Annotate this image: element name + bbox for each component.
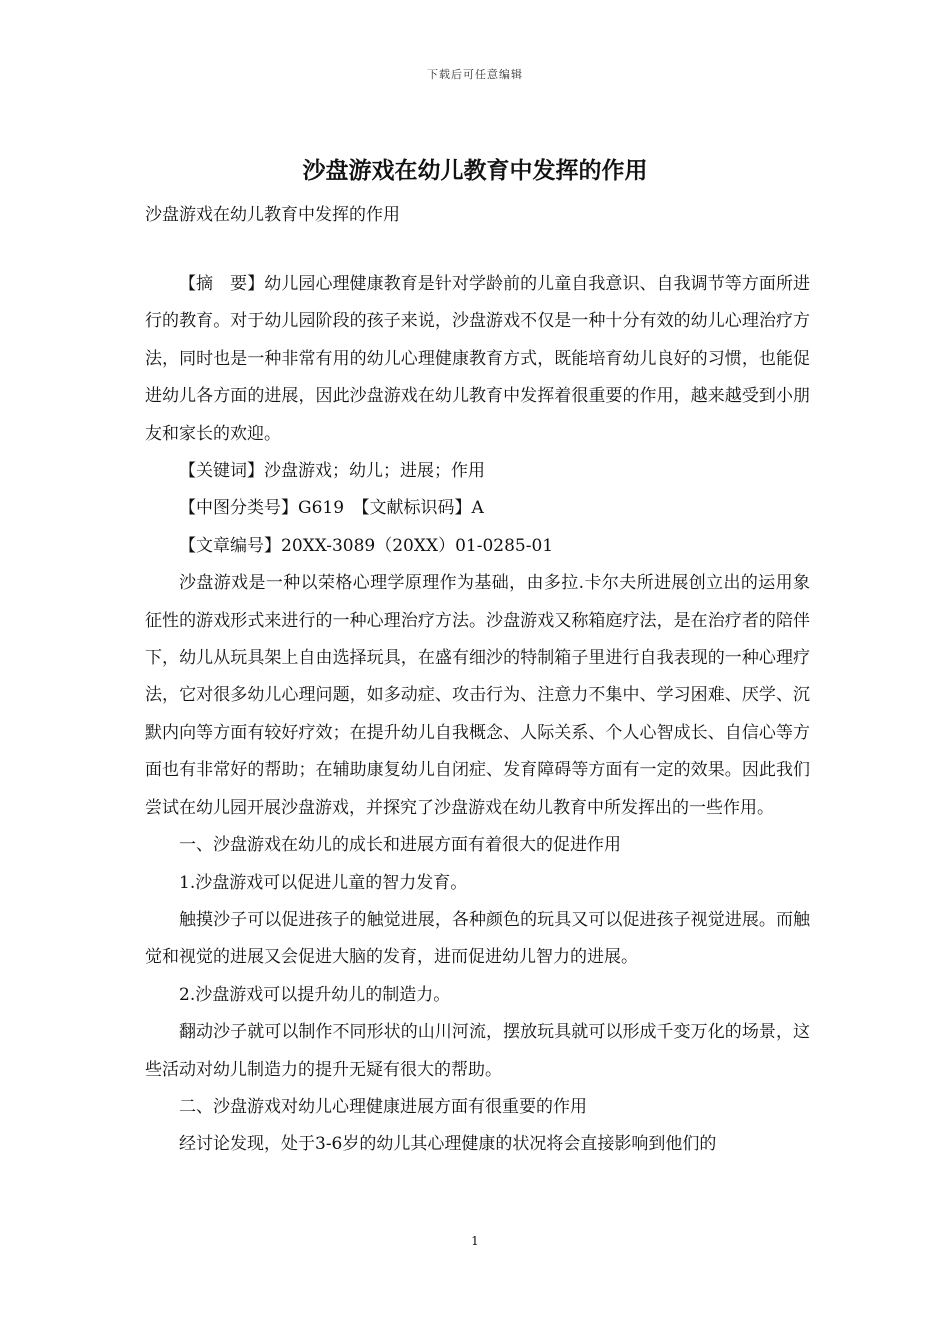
document-subtitle: 沙盘游戏在幼儿教育中发挥的作用	[145, 205, 400, 225]
body-paragraph: 翻动沙子就可以制作不同形状的山川河流，摆放玩具就可以形成千变万化的场景，这些活动对幼儿制造力的提升无疑有很大的帮助。	[145, 1022, 810, 1080]
body-paragraph: 触摸沙子可以促进孩子的触觉进展，各种颜色的玩具又可以促进孩子视觉进展。而触觉和视觉的进展又会促进大脑的发育，进而促进幼儿智力的进展。	[145, 909, 810, 968]
section-heading-2: 二、沙盘游戏对幼儿心理健康进展方面有很重要的作用	[179, 1096, 587, 1117]
section-heading-1: 一、沙盘游戏在幼儿的成长和进展方面有着很大的促进作用	[179, 835, 621, 856]
body-paragraph: 经讨论发现，处于3-6岁的幼儿其心理健康的状况将会直接影响到他们的	[179, 1134, 717, 1155]
page-number: 1	[471, 1234, 479, 1248]
subheading-2: 2.沙盘游戏可以提升幼儿的制造力。	[179, 984, 451, 1005]
header-note: 下载后可任意编辑	[427, 68, 523, 81]
article-number-line: 【文章编号】20XX-3089（20XX）01-0285-01	[179, 535, 554, 556]
document-body	[145, 266, 810, 1164]
classification-line: 【中图分类号】G619 【文献标识码】A	[179, 498, 484, 519]
abstract-paragraph: 【摘 要】幼儿园心理健康教育是针对学龄前的儿童自我意识、自我调节等方面所进行的教育。对于幼儿园阶段的孩子来说，沙盘游戏不仅是一种十分有效的幼儿心理治疗方法，同时也是一种非常有用的幼儿心理健康教育方式，既能培育幼儿良好的习惯，也能促进幼儿各方面的进展，因此沙盘游戏在幼儿教育中发挥着很重要的作用，越来越受到小朋友和家长的欢迎。	[145, 274, 810, 444]
intro-paragraph: 沙盘游戏是一种以荣格心理学原理作为基础，由多拉.卡尔夫所进展创立出的运用象征性的游戏形式来进行的一种心理治疗方法。沙盘游戏又称箱庭疗法，是在治疗者的陪伴下，幼儿从玩具架上自由选择玩具，在盛有细沙的特制箱子里进行自我表现的一种心理疗法，它对很多幼儿心理问题，如多动症、攻击行为、注意力不集中、学习困难、厌学、沉默内向等方面有较好疗效；在提升幼儿自我概念、人际关系、个人心智成长、自信心等方面也有非常好的帮助；在辅助康复幼儿自闭症、发育障碍等方面有一定的效果。因此我们尝试在幼儿园开展沙盘游戏，并探究了沙盘游戏在幼儿教育中所发挥出的一些作用。	[145, 573, 810, 818]
document-title: 沙盘游戏在幼儿教育中发挥的作用	[302, 158, 648, 184]
subheading-1: 1.沙盘游戏可以促进儿童的智力发育。	[179, 872, 468, 893]
keywords-line: 【关键词】沙盘游戏；幼儿；进展；作用	[179, 461, 485, 482]
